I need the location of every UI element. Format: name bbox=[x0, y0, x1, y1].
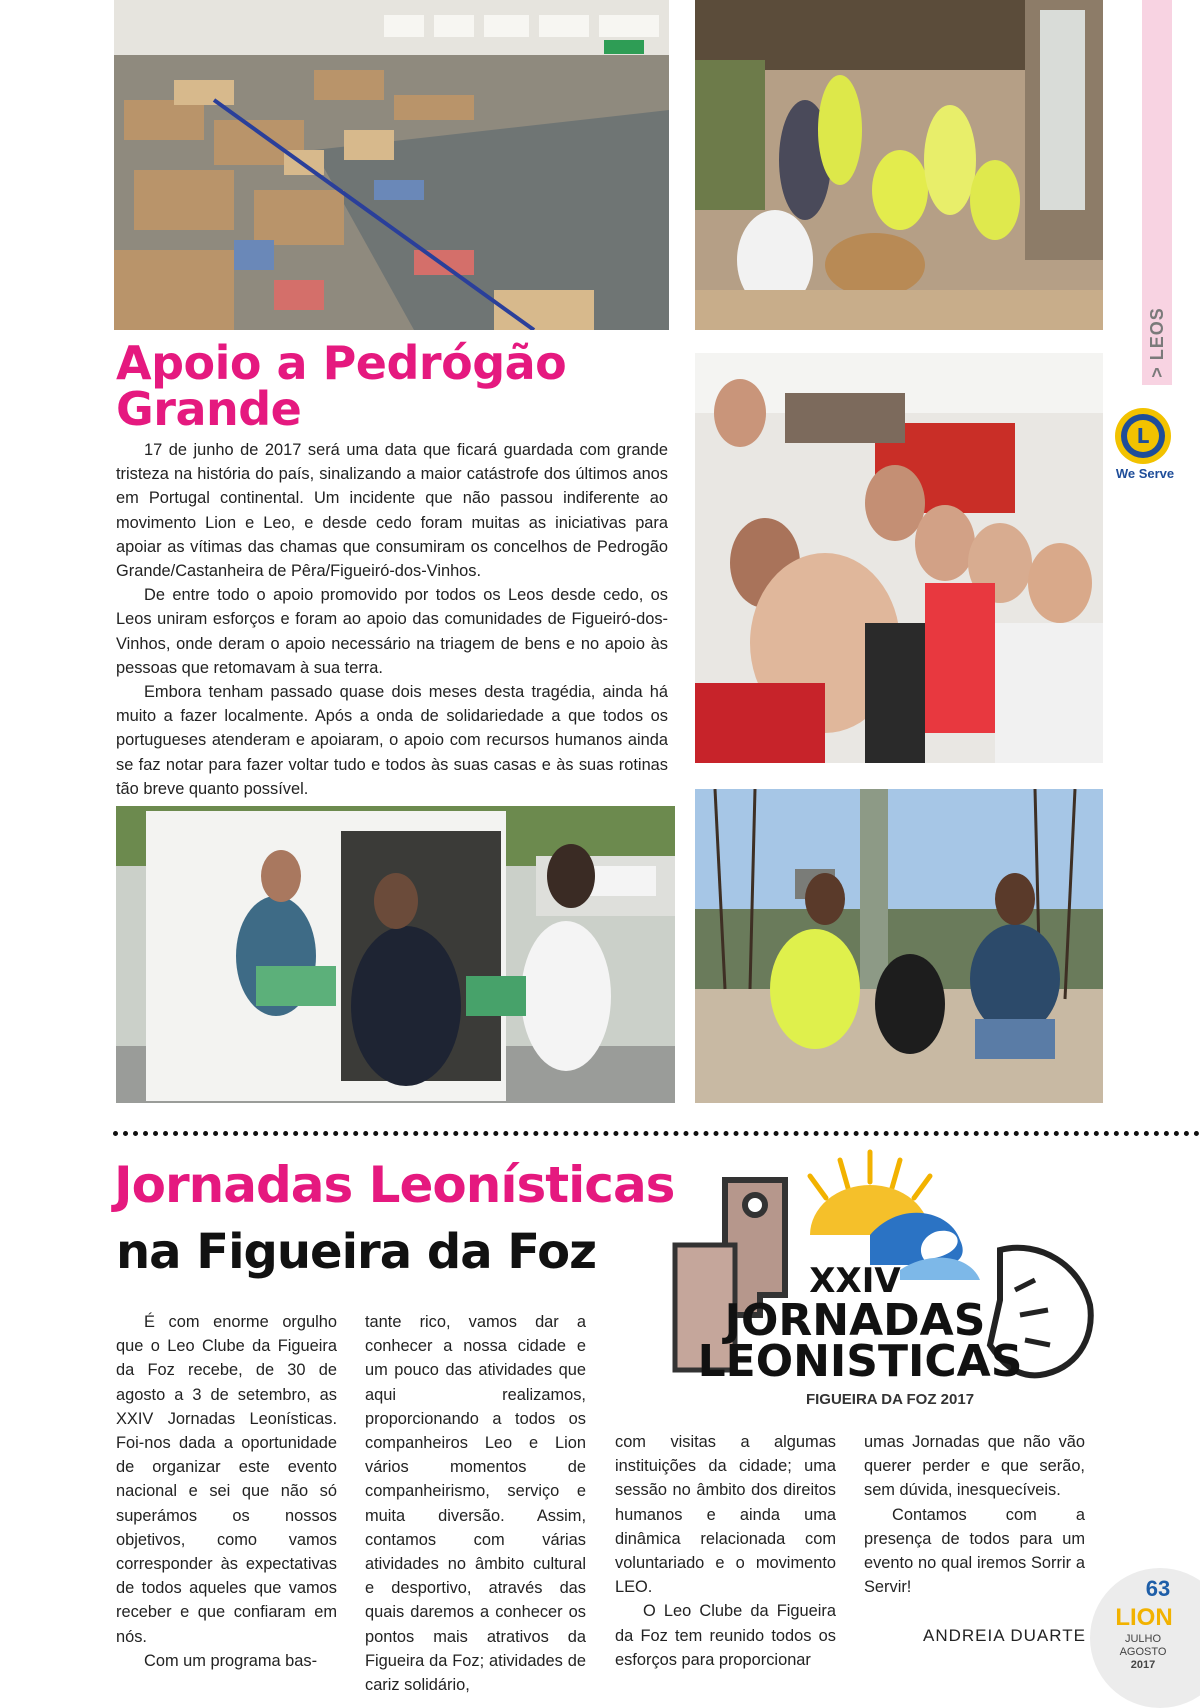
section-divider bbox=[113, 1131, 1200, 1136]
svg-text:FIGUEIRA DA FOZ 2017: FIGUEIRA DA FOZ 2017 bbox=[805, 1391, 975, 1408]
paragraph: Com um programa bas- bbox=[144, 1651, 318, 1670]
motto: We Serve bbox=[1115, 466, 1175, 481]
magazine-name: LION bbox=[1115, 1604, 1173, 1631]
paragraph: Contamos com a presença de todos para um evento no qual iremos Sorrir a Servir! bbox=[864, 1505, 1085, 1597]
issue-month-2: AGOSTO bbox=[1119, 1646, 1167, 1658]
paragraph: umas Jornadas que não vão querer perder e que serão, sem dúvida, inesquecíveis. bbox=[864, 1433, 1085, 1500]
paragraph: Embora tenham passado quase dois meses desta tragédia, ainda há muito a fazer localmente. Após a onda de solidariedade a que todos os portugueses atenderam e apoiaram, o apoio com recursos humanos ainda se faz notar para fazer voltar tudo e todos às suas casas e às suas rotinas tão breve quanto possível. bbox=[116, 683, 668, 798]
article-title-jornadas: Jornadas Leonísticas bbox=[114, 1156, 675, 1214]
article-column-2 bbox=[365, 1310, 586, 1697]
photo-warehouse-donations bbox=[114, 0, 669, 330]
article-column-4 bbox=[864, 1430, 1085, 1599]
paragraph: De entre todo o apoio promovido por todos os Leos desde cedo, os Leos uniram esforços e foram ao apoio das comunidades de Figueiró-dos-Vinhos, onde deram o apoio necessário na triagem de bens e no apoio às pessoas que retomavam à sua terra. bbox=[116, 586, 668, 677]
svg-text:LEONISTICAS: LEONISTICAS bbox=[697, 1336, 1023, 1387]
jornadas-logo bbox=[670, 1140, 1100, 1415]
page-number: 63 bbox=[1145, 1576, 1171, 1601]
paragraph: tante rico, vamos dar a conhecer a nossa cidade e um pouco das atividades que aqui realizamos, proporcionando a todos os companheiros Leo e Lion vários momentos de companheirismo, serviço e muita diversão. Assim, contamos com várias atividades no âmbito cultural e desportivo, através das quais daremos a conhecer os pontos mais atrativos da Figueira da Foz; atividades de cariz solidário, bbox=[365, 1313, 586, 1695]
paragraph: É com enorme orgulho que o Leo Clube da Figueira da Foz recebe, de 30 de agosto a 3 de setembro, as XXIV Jornadas Leonísticas. Foi-nos dada a oportunidade de organizar este evento nacional e sei que não só superámos os nossos objetivos, como vamos corresponder às expectativas de todos aqueles que vamos receber e que confiaram em nós. bbox=[116, 1313, 337, 1646]
article-subtitle-jornadas: na Figueira da Foz bbox=[116, 1224, 597, 1280]
paragraph: 17 de junho de 2017 será uma data que ficará guardada com grande tristeza na história do país, sinalizando a maior catástrofe dos últimos anos em Portugal continental. Um incidente que não passou indiferente ao movimento Lion e Leo, e desde cedo foram muitas as iniciativas para apoiar as vítimas das chamas que consumiram os concelhos de Pedrogão Grande/Castanheira de Pêra/Figueiró-dos-Vinhos. bbox=[116, 441, 668, 581]
article-column-1 bbox=[116, 1310, 337, 1673]
photo-volunteers-with-dog bbox=[695, 0, 1103, 330]
author-name: ANDREIA DUARTE bbox=[923, 1626, 1086, 1645]
article-column-3 bbox=[615, 1430, 836, 1672]
svg-text:L: L bbox=[1136, 424, 1150, 448]
issue-month-1: JULHO bbox=[1124, 1633, 1162, 1645]
paragraph: com visitas a algumas instituições da cidade; uma sessão no âmbito dos direitos humanos e ainda uma dinâmica relacionada com voluntariado e o movimento LEO. bbox=[615, 1433, 836, 1597]
section-label: > LEOS bbox=[1146, 307, 1167, 378]
photo-forest-volunteers-dog bbox=[695, 789, 1103, 1103]
svg-text:XXIV: XXIV bbox=[809, 1261, 901, 1301]
article-title-pedrogao: Apoio a Pedrógão Grande bbox=[116, 336, 567, 436]
issue-year: 2017 bbox=[1130, 1659, 1156, 1671]
photo-van-loading-water bbox=[116, 806, 675, 1103]
lions-logo-icon bbox=[1113, 406, 1173, 466]
article-body-pedrogao bbox=[116, 438, 668, 801]
photo-group-selfie bbox=[695, 353, 1103, 763]
paragraph: O Leo Clube da Figueira da Foz tem reunido todos os esforços para proporcionar bbox=[615, 1602, 836, 1669]
svg-text:JORNADAS: JORNADAS bbox=[724, 1295, 986, 1346]
